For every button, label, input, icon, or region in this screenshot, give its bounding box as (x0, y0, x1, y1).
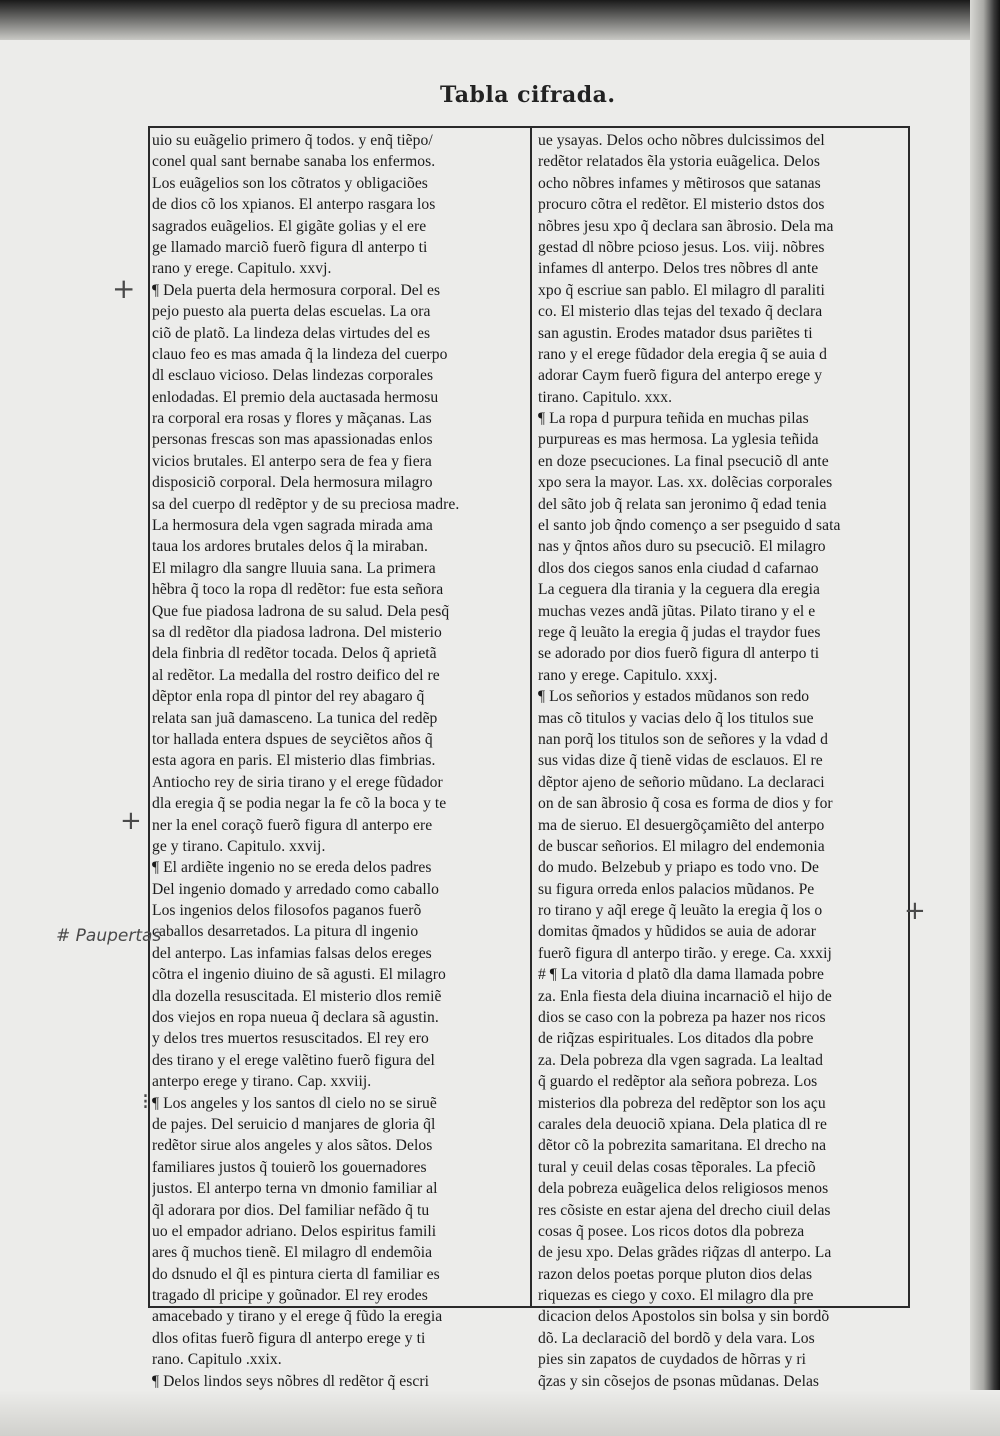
text-line: sa dl redẽtor dla piadosa ladrona. Del misterio (152, 623, 442, 641)
text-line: de jesu xpo. Delas grãdes riq̃zas dl anterpo. La (538, 1244, 832, 1262)
text-line: ge llamado marciõ fuerõ figura dl anterpo ti (152, 238, 428, 256)
text-line: Antiocho rey de siria tirano y el erege fũdador (152, 773, 443, 791)
text-line: su figura orreda enlos palacios mũdanos. Pe (538, 880, 815, 898)
text-line: dẽptor ajeno de señorio mũdano. La declaraci (538, 773, 825, 791)
text-line: gestad dl nõbre pcioso jesus. Los. viij. nõbres (538, 238, 825, 256)
text-line: on de san ãbrosio q̃ cosa es forma de dios y for (538, 795, 833, 813)
text-line: amacebado y tirano y el erege q̃ fũdo la eregia (152, 1308, 443, 1326)
text-line: ares q̃ muchos tienẽ. El milagro dl endemõia (152, 1244, 433, 1262)
text-line: ocho nõbres infames y mẽtirosos que satanas (538, 174, 821, 192)
running-head: Tabla cifrada. (440, 82, 616, 108)
text-line: ¶ Dela puerta dela hermosura corporal. Del es (152, 281, 441, 299)
text-line: en doze psecuciones. La final psecuciõ dl ante (538, 452, 829, 470)
text-line: mas cõ titulos y vacias delo q̃ los titulos sue (538, 709, 814, 727)
text-line: clauo feo es mas amada q̃ la lindeza del cuerpo (152, 345, 448, 363)
text-line: do dsnudo el q̃l es pintura cierta dl familiar es (152, 1265, 440, 1283)
text-line: esta agora en paris. El misterio dlas fimbrias. (152, 752, 436, 770)
text-line: La hermosura dela vgen sagrada mirada ama (152, 517, 433, 535)
text-line: Los ingenios delos filosofos paganos fuerõ (152, 902, 422, 920)
text-line: La ceguera dla tirania y la ceguera dla eregia (538, 581, 820, 599)
text-line: caballos desarretados. La pitura dl ingenio (152, 923, 419, 941)
column-divider (530, 126, 532, 1308)
text-line: dlos ofitas fuerõ figura dl anterpo erege y ti (152, 1329, 426, 1347)
text-line: dios se caso con la pobreza pa hazer nos ricos (538, 1009, 826, 1027)
text-line: ra corporal era rosas y flores y mãçanas. Las (152, 410, 432, 428)
text-line: dl esclauo vicioso. Delas lindezas corporales (152, 367, 434, 385)
text-line: redẽtor relatados ẽla ystoria euãgelica. Delos (538, 153, 820, 171)
text-line: redẽtor sirue alos angeles y alos sãtos. Delos (152, 1137, 433, 1155)
text-line: sus vidas dize q̃ tienẽ vidas de esclauos. El re (538, 752, 823, 770)
text-line: ciõ de platõ. La lindeza delas virtudes del es (152, 324, 431, 342)
left-column (152, 130, 524, 1392)
text-line: Los euãgelios son los cõtratos y obligaciões (152, 174, 428, 192)
text-line: za. Enla fiesta dela diuina incarnaciõ el hijo de (538, 987, 832, 1005)
text-line: dẽtor cõ la pobrezita samaritana. El drecho na (538, 1137, 827, 1155)
text-line: relata san juã damasceno. La tunica del redẽp (152, 709, 438, 727)
margin-plus-mark: + (904, 896, 926, 926)
text-line: des tirano y el erege valẽtino fuerõ figura del (152, 1051, 435, 1069)
text-line: rege q̃ leuãto la eregia q̃ judas el traydor fues (538, 623, 821, 641)
text-line: de buscar señorios. El milagro del endemonia (538, 837, 825, 855)
text-line: # ¶ La vitoria d platõ dla dama llamada pobre (538, 966, 825, 984)
text-line: de riq̃zas espirituales. Los ditados dla pobre (538, 1030, 814, 1048)
text-line: xpo q̃ escriue san pablo. El milagro dl paraliti (538, 281, 825, 299)
text-line: cosas q̃ posee. Los ricos dotos dla pobreza (538, 1222, 805, 1240)
right-column (538, 130, 906, 1392)
text-line: ro tirano y aq̃l erege q̃ leuãto la eregia q̃ los o (538, 902, 823, 920)
text-line: procuro cõtra el redẽtor. El misterio dstos dos (538, 196, 825, 214)
text-line: fuerõ figura dl anterpo tirão. y erege. Ca. xxxij (538, 944, 832, 962)
text-line: za. Dela pobreza dla vgen sagrada. La lealtad (538, 1051, 823, 1069)
text-line: El milagro dla sangre lluuia sana. La primera (152, 559, 436, 577)
text-line: san agustin. Erodes matador dsus pariẽtes ti (538, 324, 813, 342)
text-line: enlodadas. El premio dela auctasada hermosu (152, 388, 439, 406)
text-line: del sãto job q̃ relata san jeronimo q̃ edad tenia (538, 495, 827, 513)
page-bottom (0, 1390, 1000, 1436)
text-line: dela pobreza euãgelica delos religiosos menos (538, 1180, 829, 1198)
text-line: dẽptor enla ropa dl pintor del rey abagaro q̃ (152, 688, 425, 706)
text-line: de dios cõ los xpianos. El anterpo rasgara los (152, 196, 436, 214)
book-spine-shadow (970, 0, 1000, 1436)
text-line: ge y tirano. Capitulo. xxvij. (152, 837, 326, 855)
text-line: infames dl anterpo. Delos tres nõbres dl ante (538, 260, 819, 278)
text-line: pejo puesto ala puerta delas escuelas. La ora (152, 303, 431, 321)
text-line: personas frescas son mas apassionadas enlos (152, 431, 433, 449)
text-line: co. El misterio dlas tejas del texado q̃ declara (538, 303, 823, 321)
margin-handwritten-note: # Paupertas (56, 926, 162, 946)
text-line: muchas vezes andã jũtas. Pilato tirano y el e (538, 602, 816, 620)
margin-dot-mark: ⁝ (142, 1090, 149, 1115)
text-line: vicios brutales. El anterpo sera de fea y fiera (152, 452, 432, 470)
text-line: conel qual sant bernabe sanaba los enfermos. (152, 153, 436, 171)
text-line: dla eregia q̃ se podia negar la fe cõ la boca y te (152, 795, 447, 813)
text-line: del anterpo. Las infamias falsas delos ereges (152, 944, 432, 962)
text-line: uo el empador adriano. Delos espiritus famili (152, 1222, 437, 1240)
text-line: de pajes. Del seruicio d manjares de gloria q̃l (152, 1115, 436, 1133)
text-line: rano y erege. Capitulo. xxxj. (538, 666, 718, 684)
top-dark-edge (0, 0, 1000, 40)
text-line: nan porq̃ los titulos son de señores y la vdad d (538, 730, 828, 748)
text-line: ¶ Los señorios y estados mũdanos son redo (538, 688, 810, 706)
text-line: familiares justos q̃ touierõ los gouernadores (152, 1158, 427, 1176)
text-line: dõ. La declaraciõ del bordõ y dela vara. Los (538, 1329, 815, 1347)
text-line: Del ingenio domado y arredado como caballo (152, 880, 440, 898)
text-line: cõtra el ingenio diuino de sã agusti. El milagro (152, 966, 446, 984)
text-line: se adorado por dios fuerõ figura dl anterpo ti (538, 645, 820, 663)
text-line: sa del cuerpo dl redẽptor y de su preciosa madre. (152, 495, 460, 513)
text-line: ¶ La ropa d purpura teñida en muchas pilas (538, 410, 809, 428)
text-line: uio su euãgelio primero q̃ todos. y enq̃ tiẽpo/ (152, 132, 433, 149)
text-line: tragado dl pricipe y goũnador. El rey erodes (152, 1287, 428, 1305)
text-line: q̃l adorara por dios. Del familiar nefãdo q̃ tu (152, 1201, 430, 1219)
text-line: dla dozella resuscitada. El misterio dlos remiẽ (152, 987, 442, 1005)
text-line: Que fue piadosa ladrona de su salud. Dela pesq̃ (152, 602, 450, 620)
text-line: nõbres jesu xpo q̃ declara san ãbrosio. Dela ma (538, 217, 834, 235)
text-line: ma de sieruo. El desuergõçamiẽto del anterpo (538, 816, 825, 834)
text-line: dos viejos en ropa nueua q̃ declara sã agustin. (152, 1009, 439, 1027)
text-line: sagrados euãgelios. El gigãte golias y el ere (152, 217, 427, 235)
text-line: ner la enel coraçõ fuerõ figura dl anterpo ere (152, 816, 433, 834)
text-line: anterpo erege y tirano. Cap. xxviij. (152, 1073, 372, 1091)
text-line: disposiciõ corporal. Dela hermosura milagro (152, 474, 433, 492)
text-line: hẽbra q̃ toco la ropa dl redẽtor: fue esta señora (152, 581, 444, 599)
text-line: purpureas es mas hermosa. La yglesia teñida (538, 431, 819, 449)
text-line: q̃ guardo el redẽptor ala señora pobreza. Los (538, 1073, 818, 1091)
text-line: domitas q̃mados y hũdidos se auia de adorar (538, 923, 816, 941)
text-line: adorar Caym fuerõ figura del anterpo erege y (538, 367, 823, 385)
text-line: razon delos poetas porque pluton dios delas (538, 1265, 813, 1283)
text-line: ¶ Los angeles y los santos dl cielo no se siruẽ (152, 1094, 437, 1112)
text-line: taua los ardores brutales delos q̃ la miraban. (152, 538, 428, 556)
text-line: misterios dla pobreza del redẽptor son los açu (538, 1094, 826, 1112)
text-line: rano. Capitulo .xxix. (152, 1351, 282, 1369)
text-line: y delos tres muertos resuscitados. El rey ero (152, 1030, 429, 1048)
margin-plus-mark: + (112, 272, 136, 305)
text-line: dlos dos ciegos sanos enla ciudad d cafarnao (538, 559, 819, 577)
text-line: ue ysayas. Delos ocho nõbres dulcissimos del (538, 132, 825, 149)
text-line: q̃zas y sin cõsejos de psonas mũdanas. Delas (538, 1372, 820, 1390)
text-line: al redẽtor. La medalla del rostro deifico del re (152, 666, 440, 684)
text-line: pies sin zapatos de cuydados de hõrras y ri (538, 1351, 807, 1369)
text-line: rano y el erege fũdador dela eregia q̃ se auia d (538, 345, 827, 363)
text-line: tor hallada entera dspues de seyciẽtos años q̃ (152, 730, 433, 748)
text-line: ¶ El ardiẽte ingenio no se ereda delos padres (152, 859, 432, 877)
text-line: carales dela deuociõ xpiana. Dela platica dl re (538, 1115, 827, 1133)
text-line: tural y ceuil delas cosas tẽporales. La pfeciõ (538, 1158, 816, 1176)
text-line: dicacion delos Apostolos sin bolsa y sin bordõ (538, 1308, 830, 1326)
text-line: riquezas es ciego y coxo. El milagro dla pre (538, 1287, 814, 1305)
text-line: dela finbria dl redẽtor tocada. Delos q̃ aprietã (152, 645, 437, 663)
text-line: res cõsiste en estar ajena del drecho ciuil delas (538, 1201, 831, 1219)
text-line: justos. El anterpo terna vn dmonio familiar al (152, 1180, 438, 1198)
text-line: el santo job q̃ndo començo a ser pseguido d sata (538, 517, 841, 535)
text-line: do mudo. Belzebub y priapo es todo vno. De (538, 859, 820, 877)
margin-plus-mark: + (120, 806, 142, 836)
text-line: rano y erege. Capitulo. xxvj. (152, 260, 332, 278)
text-line: tirano. Capitulo. xxx. (538, 388, 673, 406)
text-line: xpo sera la mayor. Las. xx. dolẽcias corporales (538, 474, 833, 492)
text-line: nas y q̃ntos años duro su psecuciõ. El milagro (538, 538, 826, 556)
text-line: ¶ Delos lindos seys nõbres dl redẽtor q̃ escri (152, 1372, 429, 1390)
